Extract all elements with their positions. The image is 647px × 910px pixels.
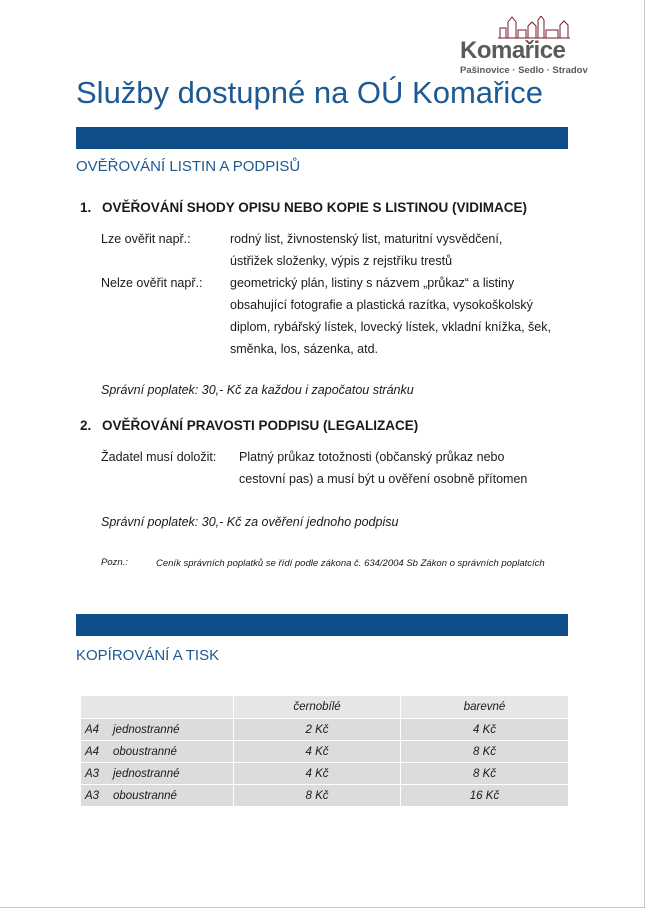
price-color: 16 Kč bbox=[401, 785, 569, 807]
fee-legalizace: Správní poplatek: 30,- Kč za ověření jednoho podpisu bbox=[101, 515, 399, 529]
table-row bbox=[81, 719, 569, 741]
price-color: 8 Kč bbox=[401, 763, 569, 785]
price-color: 4 Kč bbox=[401, 719, 569, 741]
municipality-logo bbox=[458, 16, 588, 76]
item-number: 1. bbox=[80, 200, 92, 215]
header-cell-empty bbox=[81, 696, 234, 719]
note-label: Pozn.: bbox=[101, 557, 128, 568]
paper-format: A3 bbox=[85, 789, 100, 802]
logo-subtitle: Pašinovice · Sedlo · Stradov bbox=[460, 65, 588, 76]
header-cell-color: barevné bbox=[401, 696, 569, 719]
requirement-label: Žadatel musí doložit: bbox=[101, 450, 217, 464]
fee-vidimace: Správní poplatek: 30,- Kč za každou i započatou stránku bbox=[101, 383, 414, 397]
row-label-cell bbox=[81, 785, 234, 807]
price-bw: 4 Kč bbox=[234, 763, 401, 785]
price-table bbox=[80, 695, 569, 807]
header-cell-bw: černobílé bbox=[234, 696, 401, 719]
table-row bbox=[81, 763, 569, 785]
item-number: 2. bbox=[80, 418, 92, 433]
price-color: 8 Kč bbox=[401, 741, 569, 763]
print-type: jednostranné bbox=[113, 767, 180, 780]
cannot-verify-value: geometrický plán, listiny s názvem „průkaz“ a listiny obsahující fotografie a plastická razítka, vysokoškolský diplom, rybářský lístek, lovecký lístek, vkladní knížka, šek, směnka, los, sázenka, atd. bbox=[230, 276, 551, 356]
print-type: oboustranné bbox=[113, 789, 177, 802]
price-bw: 2 Kč bbox=[234, 719, 401, 741]
cannot-verify-label: Nelze ověřit např.: bbox=[101, 276, 203, 290]
item-heading-vidimace bbox=[80, 200, 527, 215]
requirement-value: Platný průkaz totožnosti (občanský průkaz nebo cestovní pas) a musí být u ověření osobně přítomen bbox=[239, 450, 528, 486]
table-row bbox=[81, 785, 569, 807]
section-heading-copying: KOPÍROVÁNÍ A TISK bbox=[76, 647, 220, 664]
page-title: Služby dostupné na OÚ Komařice bbox=[76, 75, 543, 110]
paper-format: A4 bbox=[85, 723, 100, 736]
section-divider-bar bbox=[76, 614, 568, 636]
can-verify-value: rodný list, živnostenský list, maturitní vysvědčení, ústřižek složenky, výpis z rejstříku trestů bbox=[230, 232, 503, 268]
item-title: OVĚŘOVÁNÍ SHODY OPISU NEBO KOPIE S LISTINOU (VIDIMACE) bbox=[102, 200, 528, 215]
table-row bbox=[81, 741, 569, 763]
paper-format: A4 bbox=[85, 745, 100, 758]
price-bw: 8 Kč bbox=[234, 785, 401, 807]
item-heading-legalizace bbox=[80, 418, 418, 433]
row-label-cell bbox=[81, 719, 234, 741]
title-divider-bar bbox=[76, 127, 568, 149]
note-text: Ceník správních poplatků se řídí podle zákona č. 634/2004 Sb Zákon o správních poplatcích bbox=[156, 558, 545, 569]
section-heading-verification: OVĚŘOVÁNÍ LISTIN A PODPISŮ bbox=[76, 158, 301, 175]
logo-name: Komařice bbox=[460, 37, 566, 64]
print-type: jednostranné bbox=[113, 723, 180, 736]
can-verify-label: Lze ověřit např.: bbox=[101, 232, 191, 246]
print-type: oboustranné bbox=[113, 745, 177, 758]
row-label-cell bbox=[81, 741, 234, 763]
row-label-cell bbox=[81, 763, 234, 785]
price-bw: 4 Kč bbox=[234, 741, 401, 763]
paper-format: A3 bbox=[85, 767, 100, 780]
item-title: OVĚŘOVÁNÍ PRAVOSTI PODPISU (LEGALIZACE) bbox=[102, 418, 419, 433]
table-header-row bbox=[81, 696, 569, 719]
